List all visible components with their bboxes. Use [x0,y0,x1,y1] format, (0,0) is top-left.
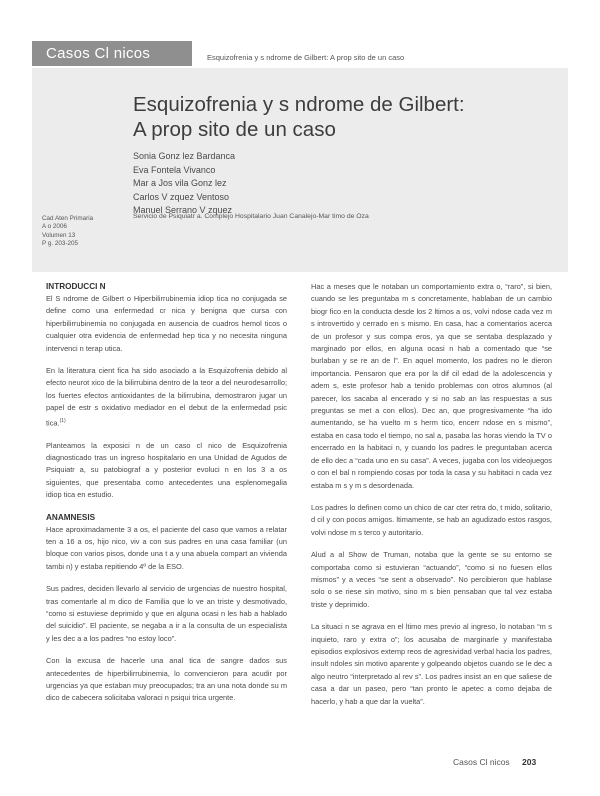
affiliation: Servicio de Psiquiatr a. Complejo Hospitalario Juan Canalejo-Mar timo de Oza [133,213,369,220]
paragraph [46,365,287,430]
footer-section-label: Casos Cl nicos [453,757,510,767]
section-tab: Casos Cl nicos [32,41,192,66]
paragraph: Hac a meses que le notaban un comportamiento extra o, “raro”, si bien, cuando se les preguntaba m s concretamente, hablaban de un cambio biogr fico en la conducta desde los 2 ltimos a os, volvi ndose cada vez m s introvertido y cerrado en s mismo. En casa, hac a comentarios acerca de un profesor y sus compa eros, ya que se sentaba desplazado y marginado por ellos, en alguna ocasi n hab a comentado que “se burlaban y se re an de l”. En aquel momento, los padres no le dieron importancia. Pensaron que era por la dif cil edad de la adolescencia y adem s, este profesor hab a tenido problemas con otros alumnos (al parecer, los sacaba al encerado y si no sab an las respuestas a sus preguntas se met a con ellos). Dec an, que progresivamente “ha ido aumentando, se ha vuelto m s herm tico, encerr ndose en s mismo”, estaba en casa todo el tiempo, no sal a, pasaba las horas viendo la TV o encerrado en la habitaci n, y cuando los padres le preguntaban acerca de ello dec a “cada uno en su casa”. A veces, jugaba con los videojuegos o con el bal n rompiendo cosas por toda la casa y su habitaci n cada vez estaba m s y m s desordenada. [311,282,552,490]
journal-info [42,215,93,249]
journal-name: Cad Aten Primaria [42,215,94,222]
title-line-2: A prop sito de un caso [133,118,336,141]
heading-anamnesis: ANAMNESIS [46,512,96,522]
journal-year: A o 2006 [42,223,67,231]
left-column [46,281,287,715]
journal-volume: Volumen 13 [42,231,76,239]
author: Mar a Jos vila Gonz lez [133,178,227,189]
running-title: Esquizofrenia y s ndrome de Gilbert: A prop sito de un caso [207,53,405,62]
paragraph: Hace aproximadamente 3 a os, el paciente del caso que vamos a relatar ten a 16 a os, hijo nico, viv a con sus padres en una casa familiar (un bloque con varios pisos, donde una t a y una abuela compart an vivienda tambi n) y estaba repitiendo 4º de la ESO. [46,524,287,571]
author: Sonia Gonz lez Bardanca [133,151,236,161]
reference-marker: (1) [59,417,66,424]
paragraph: Planteamos la exposici n de un caso cl nico de Esquizofrenia diagnosticado tras un ingreso hospitalario en una Unidad de Agudos de Psiquiatr a, su patobiograf a y posterior evoluci n en los 3 a os siguientes, que presentaba como antecedentes una esplenomegalia idiop tica en estudio. [46,440,287,500]
title-line-1: Esquizofrenia y s ndrome de Gilbert: [133,93,465,116]
paragraph-text: En la literatura cient fica ha sido asociado a la Esquizofrenia debido al efecto neurot xico de la bilirrubina dentro de la teor a del neurodesarrollo; los fuertes efectos antioxidantes de la bilirrubina, demostraron jugar un papel de estr s oxidativo mediador en el debut de la enfermedad psic tica. [46,366,287,428]
journal-pages: P g. 203-205 [42,240,78,248]
paragraph: La situaci n se agrava en el ltimo mes previo al ingreso, lo notaban “m s inquieto, raro y extra o”; los acusaba de marginarle y manifestaba episodios explosivos extemp reos de agresividad verbal hacia los padres, insult ndoles sin motivo aparente y golpeando objetos cuando se le dec a algo neutro “interpretado al rev s”. Los padres insist an en que saliese de casa a dar un paseo, pero “tan pronto le apetec a como dejaba de hacerlo, y hab a que dar la vuelta”. [311,622,552,706]
right-column [311,281,552,718]
paragraph: Los padres lo definen como un chico de car cter retra do, t mido, solitario, d cil y con pocos amigos. ltimamente, se hab an agudizado estos rasgos, volvi ndose m s terco y autoritario. [311,502,552,537]
paragraph: Alud a al Show de Truman, notaba que la gente se su entorno se comportaba como si estuvieran “actuando”, “como si no fuesen ellos mismos” y a veces “se sent a observado”. No percibieron que hablase solo o se riese sin motivo, sino m s bien pensaban que tal vez estaba triste y deprimido. [311,550,552,609]
heading-introduccion: INTRODUCCI N [46,282,106,291]
author: Manuel Serrano V zquez [133,205,233,216]
author: Carlos V zquez Ventoso [133,191,230,202]
article-title [133,92,553,142]
author-list [133,150,235,218]
paragraph: Con la excusa de hacerle una anal tica de sangre dados sus antecedentes de hiperbilirrubinemia, lo convencieron para acudir por urgencias ya que estaban muy preocupados; tra an una nota donde su m dico de cabecera solicitaba valoraci n psiqui trica urgente. [46,656,287,703]
paragraph: Sus padres, deciden llevarlo al servicio de urgencias de nuestro hospital, tras comentarle al m dico de Familia que lo ve an triste y desmotivado, “como si estuviese deprimido y que en alguna ocasi n les hab a hablado del suicidio”. El paciente, se negaba a ir a la consulta de un especialista y les dec a a los padres “no estoy loco”. [46,584,287,643]
page-number: 203 [522,757,537,767]
paragraph: El S ndrome de Gilbert o Hiperbilirrubinemia idiop tica no conjugada se define como una enfermedad cr nica y benigna que cursa con hiperbilirrubinemia no conjugada en ausencia de cuadros hemol ticos o cualquier otra evidencia de enfermedad hep tica y no necesita ninguna intervenci n terap utica. [46,294,287,353]
author: Eva Fontela Vivanco [133,164,216,175]
